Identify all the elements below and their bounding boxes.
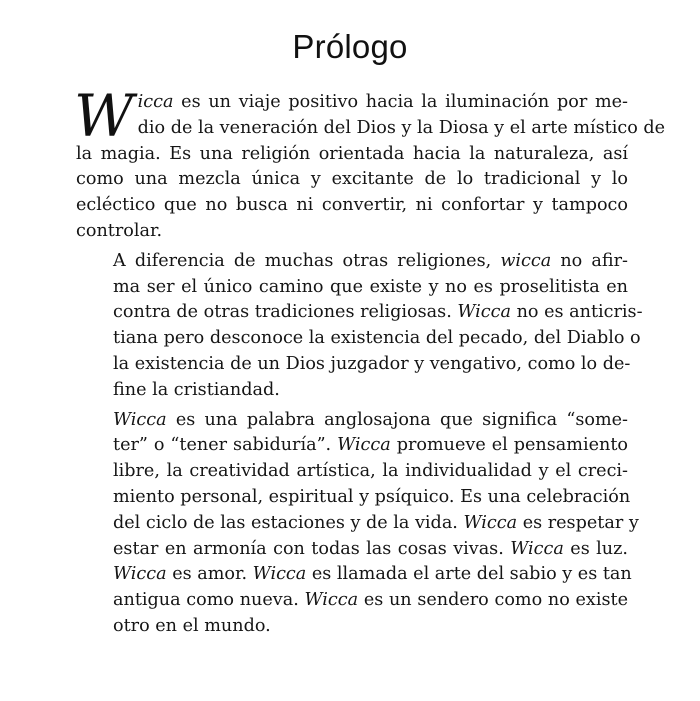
text-line: miento personal, espiritual y psíquico. Es una celebración — [113, 486, 631, 507]
text-line: controlar. — [76, 220, 163, 241]
paragraph-2 — [76, 249, 643, 404]
text-line: ter” o “tener sabiduría”. Wicca promueve el pensamiento — [113, 435, 628, 456]
text-line: dio de la veneración del Dios y la Diosa y el arte místico de — [137, 117, 666, 138]
text-line: del ciclo de las estaciones y de la vida. Wicca es respetar y — [113, 512, 639, 533]
paragraph-1 — [74, 82, 666, 245]
page-title: Prólogo — [292, 28, 408, 65]
text-line: contra de otras tradiciones religiosas. Wicca no es anticris- — [113, 302, 643, 323]
document-body — [74, 82, 666, 640]
text-line: fine la cristiandad. — [113, 379, 280, 400]
text-line: la existencia de un Dios juzgador y vengativo, como lo de- — [113, 353, 631, 374]
paragraph-3 — [76, 408, 639, 640]
drop-cap: W — [74, 82, 134, 150]
text-line: otro en el mundo. — [113, 615, 271, 636]
text-line: ma ser el único camino que existe y no es proselitista en — [113, 276, 628, 297]
text-line: como una mezcla única y excitante de lo tradicional y lo — [76, 169, 628, 190]
text-line: estar en armonía con todas las cosas vivas. Wicca es luz. — [113, 538, 628, 559]
text-line: A diferencia de muchas otras religiones, wicca no afir- — [113, 250, 628, 271]
text-line: la magia. Es una religión orientada hacia la naturaleza, así — [76, 143, 628, 164]
text-line: icca es un viaje positivo hacia la iluminación por me- — [137, 92, 628, 112]
text-line: Wicca es amor. Wicca es llamada el arte del sabio y es tan — [113, 564, 632, 585]
text-line: ecléctico que no busca ni convertir, ni confortar y tampoco — [76, 195, 628, 216]
text-line: tiana pero desconoce la existencia del pecado, del Diablo o — [113, 328, 641, 349]
text-line: Wicca es una palabra anglosajona que significa “some- — [113, 409, 628, 430]
text-line: antigua como nueva. Wicca es un sendero como no existe — [113, 590, 628, 611]
text-line: libre, la creatividad artística, la individualidad y el creci- — [113, 461, 628, 482]
